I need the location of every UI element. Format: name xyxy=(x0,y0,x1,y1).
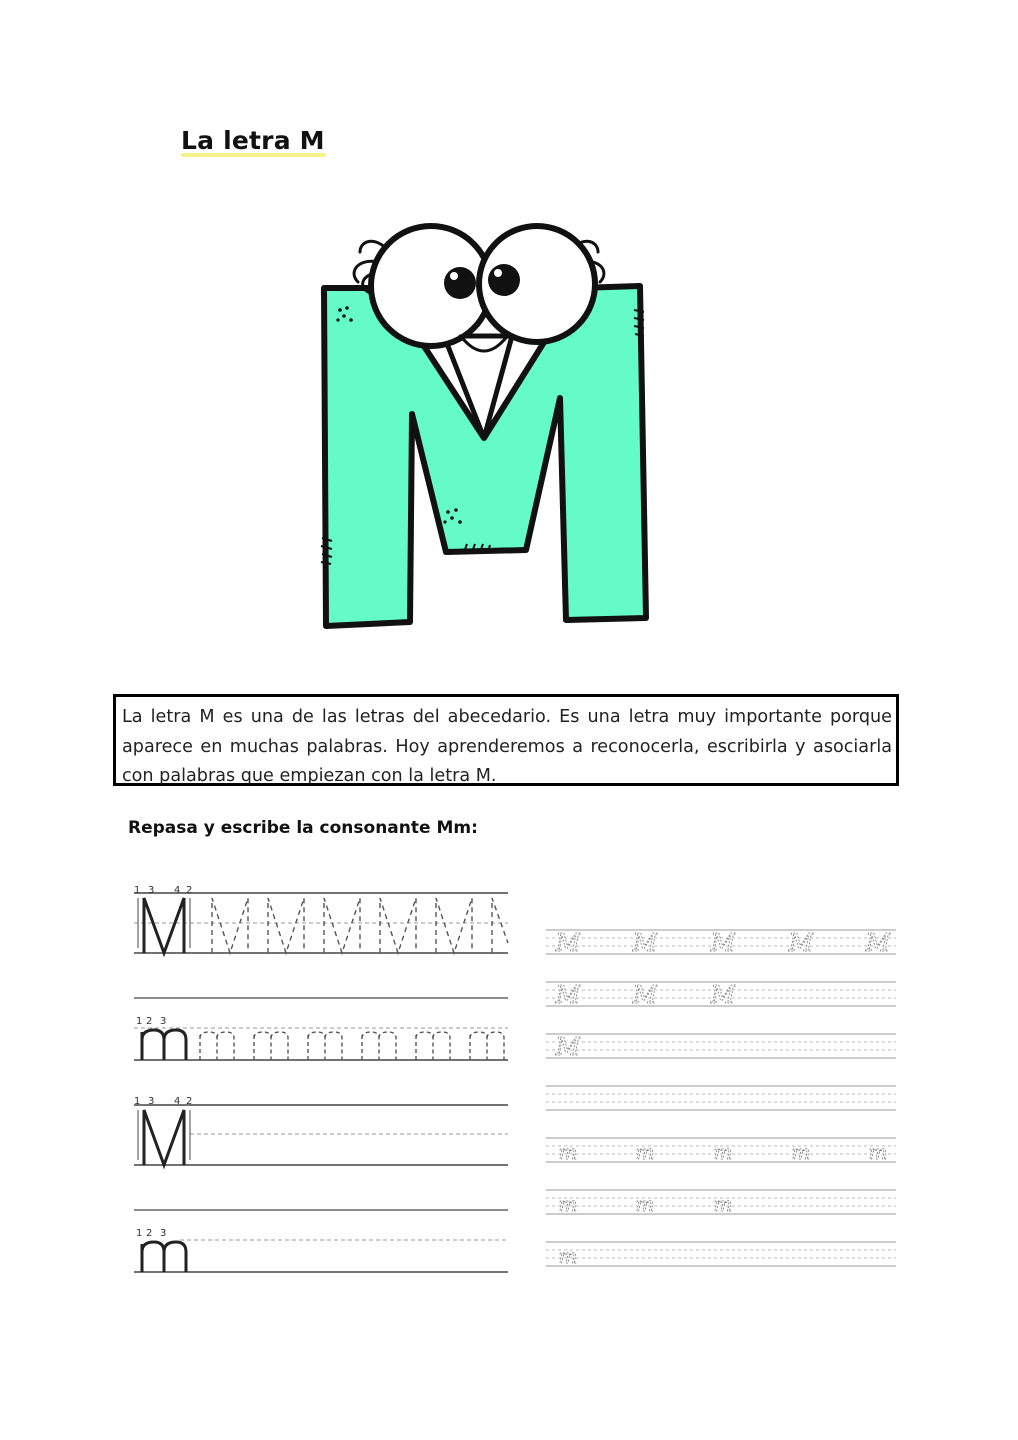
description-text: La letra M es una de las letras del abecedario. Es una letra muy importante porque aparece en muchas palabras. Hoy aprenderemos a reconocerla, escribirla y asociarla con palabras que empiezan con la letra M. xyxy=(122,707,892,786)
lowercase-practice-row xyxy=(134,1228,508,1272)
stroke-number-label: 2 xyxy=(186,1096,193,1107)
lowercase-tracing-row xyxy=(134,1016,508,1060)
instructions-heading: Repasa y escribe la consonante Mm: xyxy=(128,818,478,838)
stroke-number-label: 3 xyxy=(148,1096,155,1107)
uppercase-practice-row xyxy=(134,1096,508,1165)
stroke-number-label: 3 xyxy=(160,1228,167,1239)
cursive-lowercase-model: m xyxy=(791,1140,811,1164)
stroke-number-label: 1 xyxy=(136,1228,143,1239)
cursive-uppercase-model: M xyxy=(555,1033,581,1061)
cursive-lowercase-model: m xyxy=(558,1244,578,1268)
cursive-lowercase-model: m xyxy=(558,1192,578,1216)
uppercase-tracing-row xyxy=(134,885,508,953)
stroke-number-label: 2 xyxy=(146,1016,153,1027)
print-tracing-sheet xyxy=(120,868,512,1288)
cursive-uppercase-model: M xyxy=(710,981,736,1009)
stroke-number-label: 4 xyxy=(174,1096,181,1107)
stroke-number-label: 2 xyxy=(186,885,193,896)
cursive-uppercase-model: M xyxy=(632,981,658,1009)
cursive-lowercase-model: m xyxy=(868,1140,888,1164)
cursive-uppercase-model: M xyxy=(555,981,581,1009)
stroke-number-label: 3 xyxy=(160,1016,167,1027)
cursive-lowercase-model: m xyxy=(713,1192,733,1216)
cursive-lowercase-model: m xyxy=(635,1192,655,1216)
mascot-left-pupil xyxy=(444,267,476,299)
cursive-uppercase-model: M xyxy=(632,929,658,957)
letter-m-mascot-image xyxy=(316,216,652,632)
cursive-lowercase-model: m xyxy=(713,1140,733,1164)
cursive-lowercase-model: m xyxy=(635,1140,655,1164)
cursive-uppercase-model: M xyxy=(710,929,736,957)
stroke-number-label: 2 xyxy=(146,1228,153,1239)
stroke-number-label: 1 xyxy=(136,1016,143,1027)
stroke-number-label: 1 xyxy=(134,1096,141,1107)
cursive-uppercase-model: M xyxy=(865,929,891,957)
cursive-lowercase-model: m xyxy=(558,1140,578,1164)
stroke-number-label: 4 xyxy=(174,885,181,896)
mascot-right-pupil xyxy=(488,264,520,296)
cursive-uppercase-model: M xyxy=(555,929,581,957)
cursive-uppercase-model: M xyxy=(788,929,814,957)
page-title: La letra M xyxy=(181,126,325,155)
cursive-practice-sheet xyxy=(540,912,902,1280)
stroke-number-label: 3 xyxy=(148,885,155,896)
stroke-number-label: 1 xyxy=(134,885,141,896)
description-box xyxy=(113,694,899,786)
